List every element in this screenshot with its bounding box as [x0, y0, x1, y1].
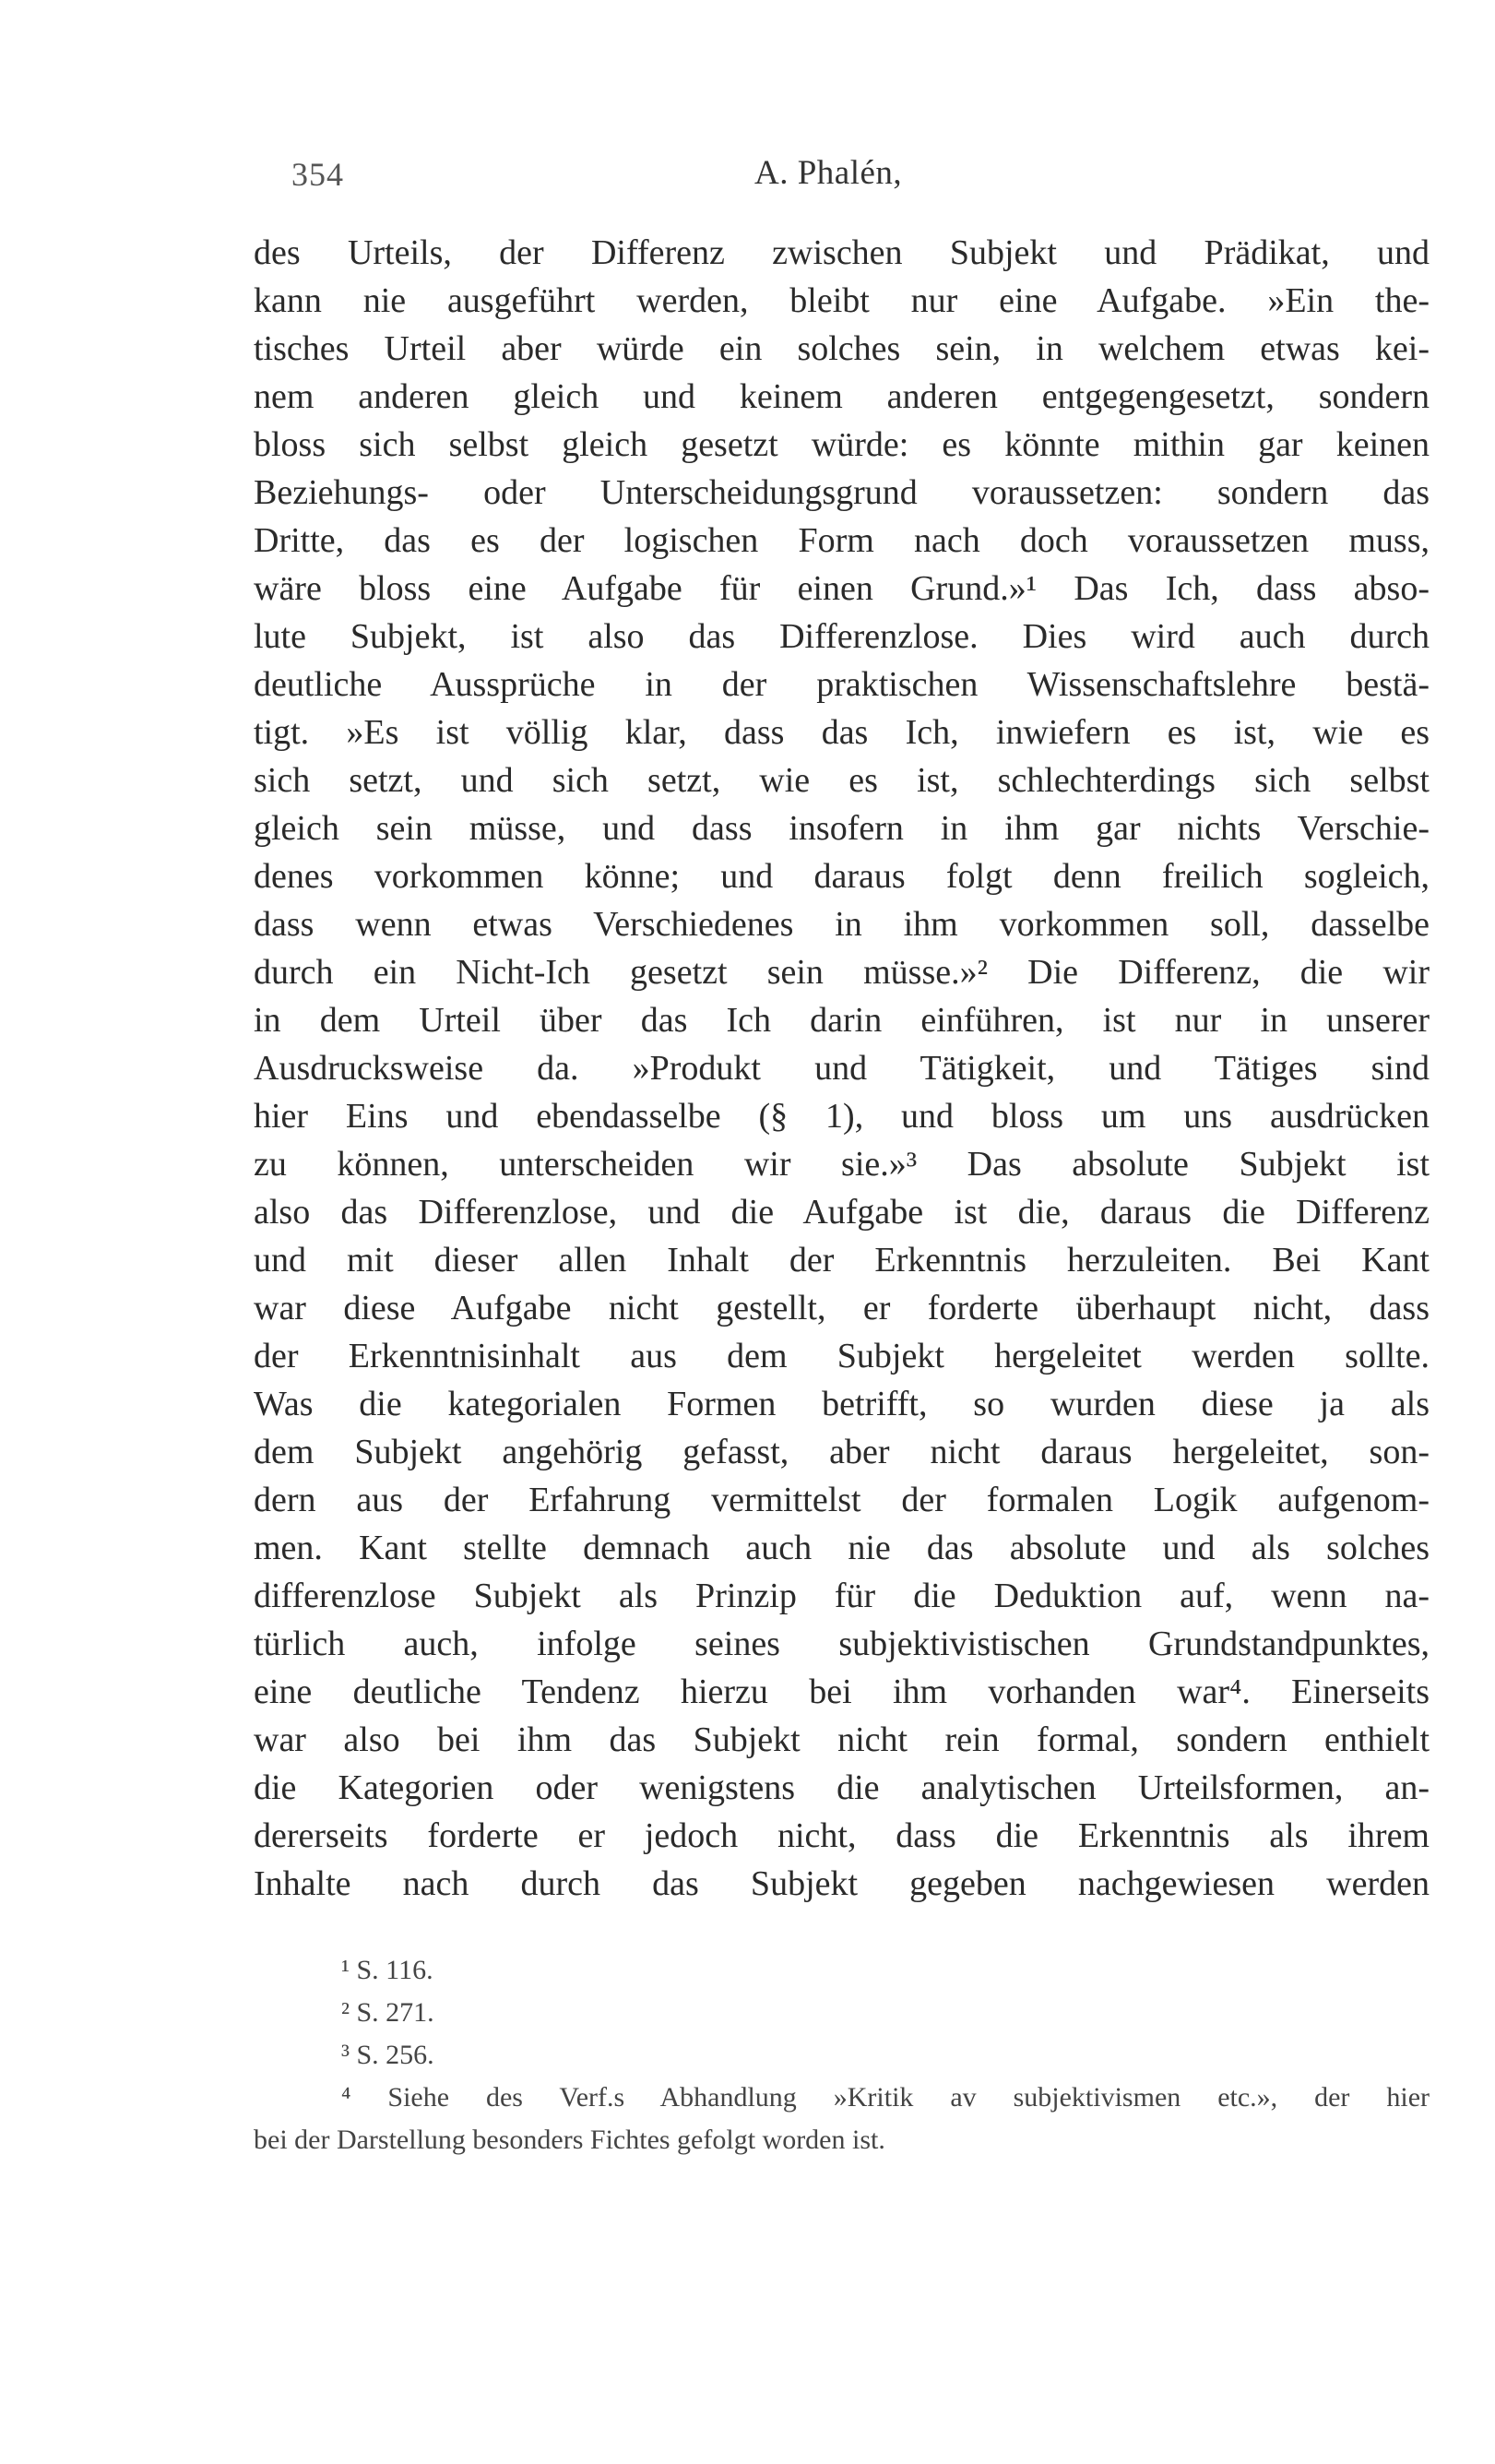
page-number: 354: [291, 156, 344, 193]
running-head: A. Phalén,: [754, 154, 903, 192]
body-line: men. Kant stellte demnach auch nie das absolute und als solches: [254, 1529, 1430, 1567]
body-line: bloss sich selbst gleich gesetzt würde: es könnte mithin gar keinen: [254, 425, 1430, 464]
body-line: die Kategorien oder wenigstens die analytischen Urteilsformen, an-: [254, 1768, 1430, 1807]
body-line: sich setzt, und sich setzt, wie es ist, schlechterdings sich selbst: [254, 761, 1430, 800]
body-line: also das Differenzlose, und die Aufgabe ist die, daraus die Differenz: [254, 1193, 1430, 1232]
body-line: durch ein Nicht-Ich gesetzt sein müsse.»² Die Differenz, die wir: [254, 953, 1430, 992]
body-line: denes vorkommen könne; und daraus folgt denn freilich sogleich,: [254, 857, 1430, 896]
footnotes: [254, 1949, 1430, 2161]
footnote-1: ¹ S. 116.: [341, 1955, 433, 1985]
body-line: Dritte, das es der logischen Form nach doch voraussetzen muss,: [254, 521, 1430, 560]
body-line: türlich auch, infolge seines subjektivistischen Grundstandpunktes,: [254, 1625, 1430, 1663]
body-line: Beziehungs- oder Unterscheidungsgrund voraussetzen: sondern das: [254, 473, 1430, 512]
body-line: hier Eins und ebendasselbe (§ 1), und bloss um uns ausdrücken: [254, 1097, 1430, 1136]
body-line: wäre bloss eine Aufgabe für einen Grund.»¹ Das Ich, dass abso-: [254, 569, 1430, 608]
body-line: Was die kategorialen Formen betrifft, so wurden diese ja als: [254, 1385, 1430, 1423]
body-line: war also bei ihm das Subjekt nicht rein formal, sondern enthielt: [254, 1720, 1430, 1759]
body-line: dern aus der Erfahrung vermittelst der formalen Logik aufgenom-: [254, 1481, 1430, 1519]
body-line: tisches Urteil aber würde ein solches sein, in welchem etwas kei-: [254, 329, 1430, 368]
body-line: der Erkenntnisinhalt aus dem Subjekt hergeleitet werden sollte.: [254, 1337, 1430, 1375]
footnote-4: ⁴ Siehe des Verf.s Abhandlung »Kritik av subjektivismen etc.», der hier: [341, 2082, 1430, 2113]
body-line: dererseits forderte er jedoch nicht, dass die Erkenntnis als ihrem: [254, 1816, 1430, 1855]
footnote-3: ³ S. 256.: [341, 2040, 434, 2070]
body-text: [254, 229, 1430, 1908]
body-line: und mit dieser allen Inhalt der Erkenntnis herzuleiten. Bei Kant: [254, 1241, 1430, 1280]
body-line: des Urteils, der Differenz zwischen Subjekt und Prädikat, und: [254, 233, 1430, 272]
body-line: in dem Urteil über das Ich darin einführen, ist nur in unserer: [254, 1001, 1430, 1040]
body-line: gleich sein müsse, und dass insofern in ihm gar nichts Verschie-: [254, 809, 1430, 848]
body-line: war diese Aufgabe nicht gestellt, er forderte überhaupt nicht, dass: [254, 1289, 1430, 1327]
body-line: Ausdrucksweise da. »Produkt und Tätigkeit, und Tätiges sind: [254, 1049, 1430, 1088]
body-line: tigt. »Es ist völlig klar, dass das Ich, inwiefern es ist, wie es: [254, 713, 1430, 752]
footnote-4-continuation: bei der Darstellung besonders Fichtes gefolgt worden ist.: [254, 2125, 885, 2155]
body-line: eine deutliche Tendenz hierzu bei ihm vorhanden war⁴. Einerseits: [254, 1672, 1430, 1711]
body-line: nem anderen gleich und keinem anderen entgegengesetzt, sondern: [254, 377, 1430, 416]
body-line: lute Subjekt, ist also das Differenzlose. Dies wird auch durch: [254, 617, 1430, 656]
body-line: differenzlose Subjekt als Prinzip für die Deduktion auf, wenn na-: [254, 1577, 1430, 1615]
footnote-2: ² S. 271.: [341, 1997, 434, 2028]
body-line: Inhalte nach durch das Subjekt gegeben nachgewiesen werden: [254, 1864, 1430, 1903]
body-line: dem Subjekt angehörig gefasst, aber nicht daraus hergeleitet, son-: [254, 1433, 1430, 1471]
body-line: dass wenn etwas Verschiedenes in ihm vorkommen soll, dasselbe: [254, 905, 1430, 944]
body-line: deutliche Aussprüche in der praktischen Wissenschaftslehre bestä-: [254, 665, 1430, 704]
body-line: kann nie ausgeführt werden, bleibt nur eine Aufgabe. »Ein the-: [254, 281, 1430, 320]
body-line: zu können, unterscheiden wir sie.»³ Das absolute Subjekt ist: [254, 1145, 1430, 1184]
